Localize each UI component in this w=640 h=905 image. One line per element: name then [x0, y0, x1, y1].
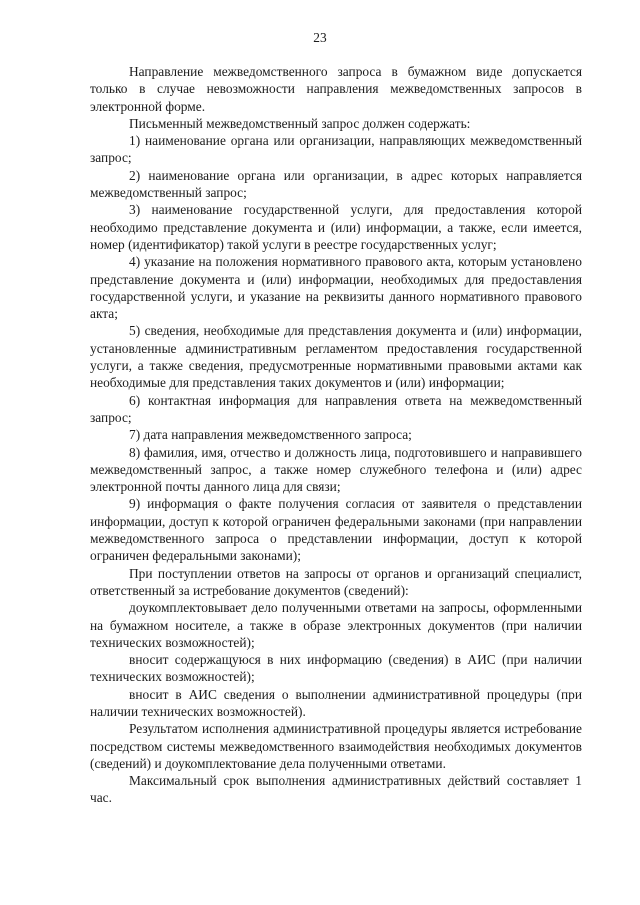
paragraph-paper-form: Направление межведомственного запроса в бумажном виде допускается только в случае невозможности направления межведомственных запросов в электронной форме. — [90, 64, 582, 114]
document-body — [90, 63, 582, 807]
page-number: 23 — [313, 30, 327, 45]
paragraph-max-duration: Максимальный срок выполнения административных действий составляет 1 час. — [90, 773, 582, 806]
list-item-3: 3) наименование государственной услуги, для предоставления которой необходимо представление документа и (или) информации, а также, если имеется, номер (идентификатор) такой услуги в реестре государственных услуг; — [90, 202, 582, 252]
list-item-4: 4) указание на положения нормативного правового акта, которым установлено представление документа и (или) информации, необходимых для предоставления государственной услуги, и указание на реквизиты данного нормативного правового акта; — [90, 254, 582, 322]
list-item-2: 2) наименование органа или организации, в адрес которых направляется межведомственный запрос; — [90, 167, 582, 201]
paragraph-procedure-result: Результатом исполнения административной процедуры является истребование посредством системы межведомственного взаимодействия необходимых документов (сведений) и доукомплектование дела полученными ответами. — [90, 721, 582, 771]
action-complete-file: доукомплектовывает дело полученными ответами на запросы, оформленными на бумажном носителе, а также в образе электронных документов (при наличии технических возможностей); — [90, 600, 582, 650]
list-item-6: 6) контактная информация для направления ответа на межведомственный запрос; — [90, 392, 582, 425]
list-item-9: 9) информация о факте получения согласия от заявителя о представлении информации, доступ к которой ограничен федеральными законами (при направлении межведомственного запроса о представлении информации, доступ к которой ограничен федеральными законами); — [90, 496, 582, 564]
action-enter-info-ais: вносит содержащуюся в них информацию (сведения) в АИС (при наличии технических возможностей); — [90, 652, 582, 685]
paragraph-request-contents-intro: Письменный межведомственный запрос должен содержать: — [129, 115, 471, 131]
action-enter-procedure-ais: вносит в АИС сведения о выполнении административной процедуры (при наличии технических возможностей). — [90, 686, 582, 719]
list-item-5: 5) сведения, необходимые для представления документа и (или) информации, установленные административным регламентом предоставления государственной услуги, а также сведения, предусмотренные нормативными правовыми актами как необходимые для представления таких документов и (или) информации; — [90, 323, 582, 391]
list-item-1: 1) наименование органа или организации, направляющих межведомственный запрос; — [90, 133, 582, 166]
paragraph-responses-received: При поступлении ответов на запросы от органов и организаций специалист, ответственный за истребование документов (сведений): — [90, 565, 582, 598]
list-item-8: 8) фамилия, имя, отчество и должность лица, подготовившего и направившего межведомственный запрос, а также номер служебного телефона и (или) адрес электронной почты данного лица для связи; — [90, 444, 582, 495]
list-item-7: 7) дата направления межведомственного запроса; — [129, 427, 412, 443]
